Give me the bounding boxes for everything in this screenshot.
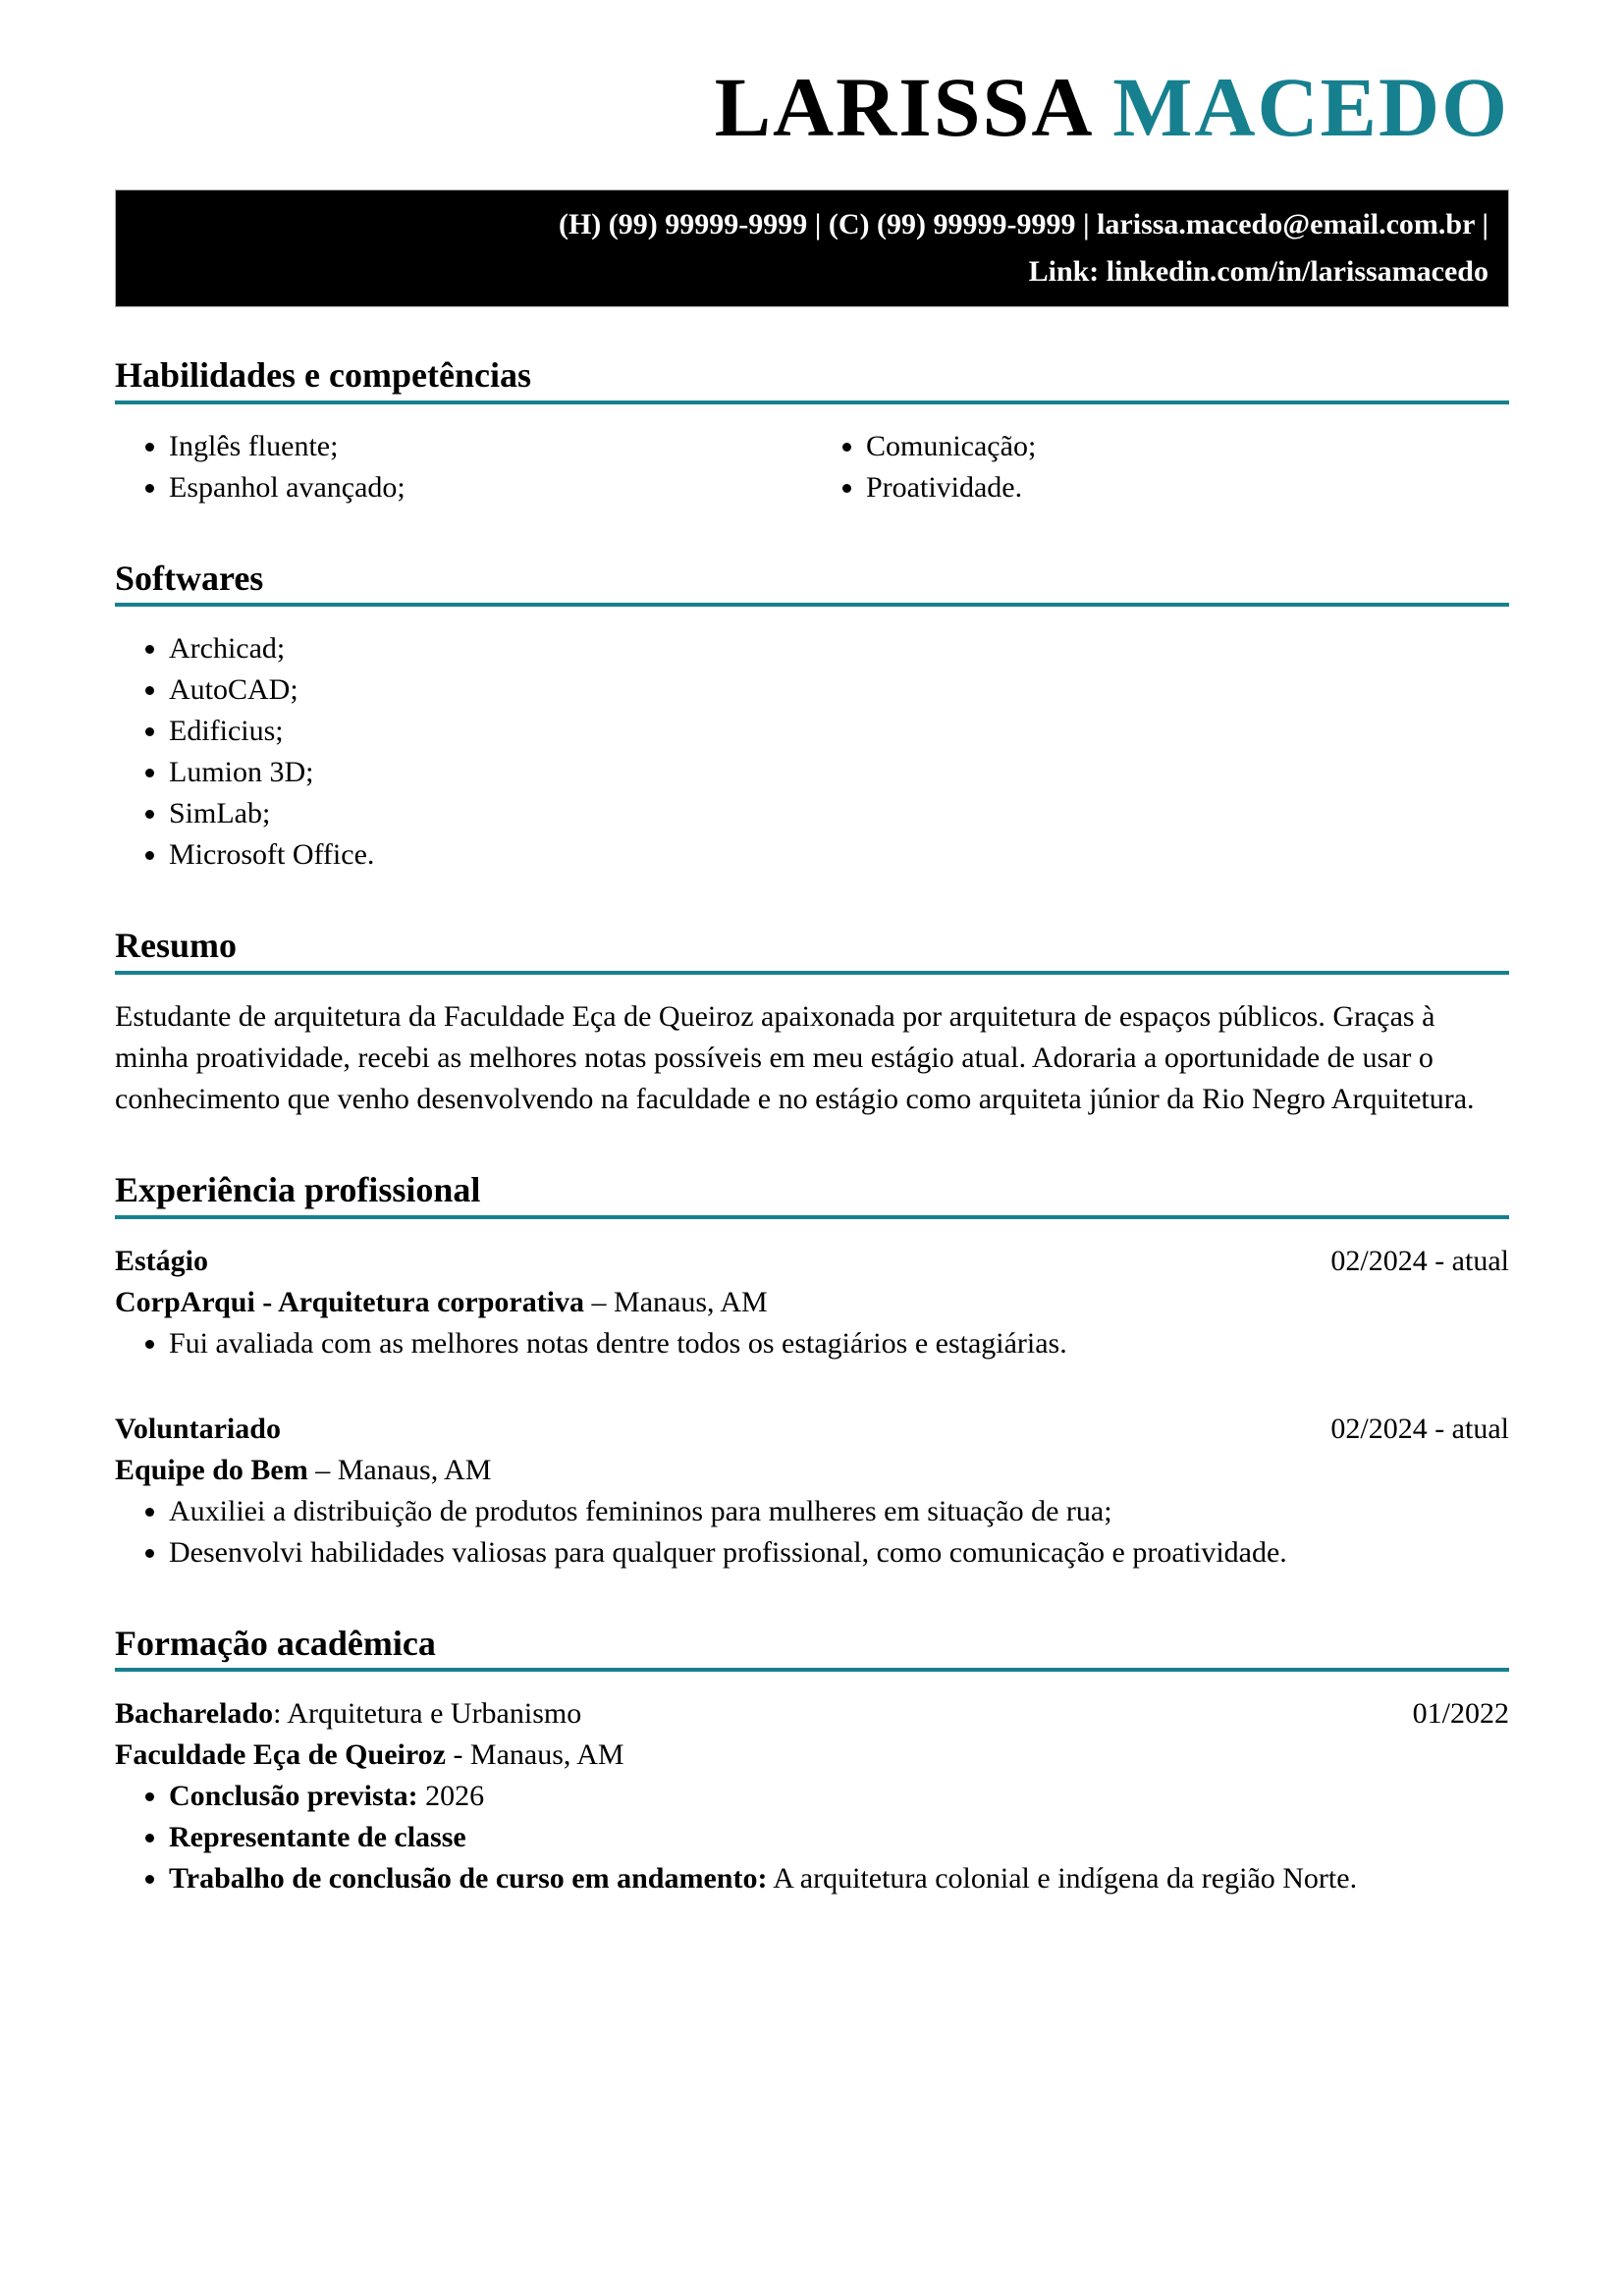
job-location: – Manaus, AM [584,1285,768,1318]
list-item: • AutoCAD; [169,669,1509,711]
list-item: • Microsoft Office. [169,834,1509,876]
education-bullets [115,1776,1509,1899]
job-company: Equipe do Bem [115,1453,308,1486]
section-title-skills: Habilidades e competências [115,356,1509,404]
education-school-row [115,1735,1509,1776]
list-item: • Archicad; [169,628,1509,669]
bullet-bold: Trabalho de conclusão de curso em andamento: [169,1862,768,1896]
list-item: • Fui avaliada com as melhores notas dentre todos os estagiários e estagiárias. [169,1323,1509,1364]
list-item: • Lumion 3D; [169,752,1509,793]
job-dates: 02/2024 - atual [1330,1244,1509,1277]
skills-columns [115,426,1509,508]
name-last: MACEDO [1112,60,1509,154]
experience-company-row [115,1450,1509,1491]
page-title [115,57,1509,158]
job-dates: 02/2024 - atual [1330,1412,1509,1445]
name-first: LARISSA [714,60,1113,154]
education-degree-row [115,1693,1509,1735]
experience-role-row [115,1241,1509,1282]
education-dates: 01/2022 [1412,1697,1509,1731]
experience-company-row [115,1282,1509,1323]
job-role: Estágio [115,1244,209,1277]
bullet-bold: Representante de classe [169,1821,466,1854]
contact-line-1: (H) (99) 99999-9999 | (C) (99) 99999-9999 | larissa.macedo@email.com.br | [558,208,1488,241]
list-item: • SimLab; [169,793,1509,834]
job-company: CorpArqui - Arquitetura corporativa [115,1285,585,1318]
list-item: • Proatividade. [866,467,1509,508]
degree-detail: : Arquitetura e Urbanismo [273,1697,582,1731]
section-title-experience: Experiência profissional [115,1171,1509,1219]
experience-role-row [115,1409,1509,1450]
bullet-rest: 2026 [417,1780,485,1813]
contact-bar [115,189,1509,307]
skills-list-right [812,426,1509,508]
list-item: • Espanhol avançado; [169,467,812,508]
job-bullets [115,1491,1509,1574]
list-item [169,1817,1509,1858]
experience-entry [115,1241,1509,1364]
bullet-bold: Conclusão prevista: [169,1780,418,1813]
section-title-education: Formação acadêmica [115,1625,1509,1673]
section-title-summary: Resumo [115,927,1509,975]
bullet-rest: A arquitetura colonial e indígena da região Norte. [767,1862,1358,1896]
list-item: • Comunicação; [866,426,1509,467]
job-location: – Manaus, AM [307,1453,492,1486]
skills-column-left [115,426,812,508]
job-bullets [115,1323,1509,1364]
skills-column-right [812,426,1509,508]
softwares-list [115,628,1509,876]
school-location: - Manaus, AM [445,1738,624,1772]
section-title-softwares: Softwares [115,560,1509,608]
degree [115,1693,581,1735]
list-item: • Auxiliei a distribuição de produtos femininos para mulheres em situação de rua; [169,1491,1509,1532]
list-item: • Inglês fluente; [169,426,812,467]
list-item [169,1776,1509,1817]
school-name: Faculdade Eça de Queiroz [115,1738,446,1772]
contact-line-2: Link: linkedin.com/in/larissamacedo [1028,255,1488,289]
summary-text: Estudante de arquitetura da Faculdade Eça de Queiroz apaixonada por arquitetura de espaços públicos. Graças à minha proatividade, recebi as melhores notas possíveis em meu estágio atual. Adoraria a oportunidade de usar o conhecimento que venho desenvolvendo na faculdade e no estágio como arquiteta júnior da Rio Negro Arquitetura. [115,999,1475,1115]
education-entry [115,1693,1509,1899]
list-item: • Desenvolvi habilidades valiosas para qualquer profissional, como comunicação e proatividade. [169,1532,1509,1574]
skills-list-left [115,426,812,508]
degree-label: Bacharelado [115,1697,274,1731]
experience-entry [115,1409,1509,1574]
job-role: Voluntariado [115,1412,281,1445]
list-item [169,1858,1509,1899]
list-item: • Edificius; [169,711,1509,752]
